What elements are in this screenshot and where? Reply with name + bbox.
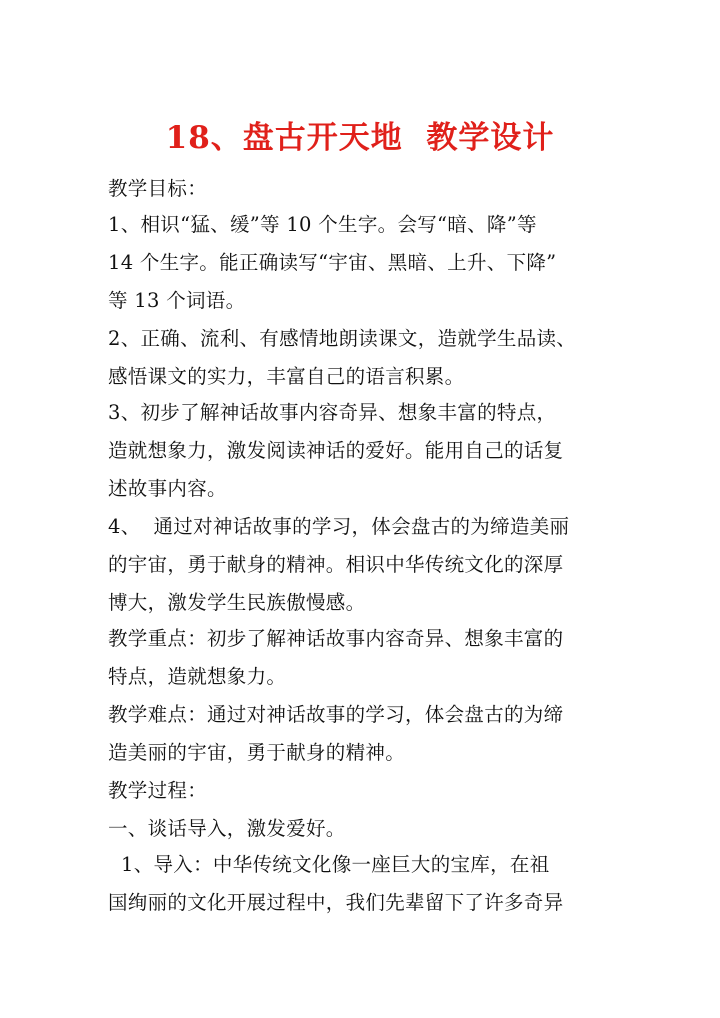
text-line: 教学过程： bbox=[108, 779, 208, 802]
text-line: 等 13 个词语。 bbox=[108, 289, 246, 312]
text-line: 博大，激发学生民族傲慢感。 bbox=[108, 591, 366, 614]
text-line: 造就想象力，激发阅读神话的爱好。能用自己的话复 bbox=[108, 439, 564, 462]
text-line: 造美丽的宇宙，勇于献身的精神。 bbox=[108, 741, 406, 764]
text-line: 3、初步了解神话故事内容奇异、想象丰富的特点， bbox=[108, 401, 557, 424]
text-line: 的宇宙，勇于献身的精神。相识中华传统文化的深厚 bbox=[108, 553, 564, 576]
document-title: 18、盘古开天地 教学设计 bbox=[165, 120, 555, 156]
text-line: 教学目标： bbox=[108, 177, 208, 200]
text-line: 4、 通过对神话故事的学习，体会盘古的为缔造美丽 bbox=[108, 515, 570, 538]
text-line: 1、导入：中华传统文化像一座巨大的宝库，在祖 bbox=[108, 853, 550, 876]
text-line: 特点，造就想象力。 bbox=[108, 665, 287, 688]
text-line: 感悟课文的实力，丰富自己的语言积累。 bbox=[108, 365, 465, 388]
text-line: 述故事内容。 bbox=[108, 477, 227, 500]
text-line: 1、相识“猛、缓”等 10 个生字。会写“暗、降”等 bbox=[108, 213, 537, 236]
text-line: 教学难点：通过对神话故事的学习，体会盘古的为缔 bbox=[108, 703, 564, 726]
text-line: 教学重点：初步了解神话故事内容奇异、想象丰富的 bbox=[108, 627, 564, 650]
text-line: 一、谈话导入，激发爱好。 bbox=[108, 817, 346, 840]
text-line: 14 个生字。能正确读写“宇宙、黑暗、上升、下降” bbox=[108, 251, 557, 274]
text-line: 国绚丽的文化开展过程中，我们先辈留下了许多奇异 bbox=[108, 891, 564, 914]
text-line: 2、正确、流利、有感情地朗读课文，造就学生品读、 bbox=[108, 327, 577, 350]
